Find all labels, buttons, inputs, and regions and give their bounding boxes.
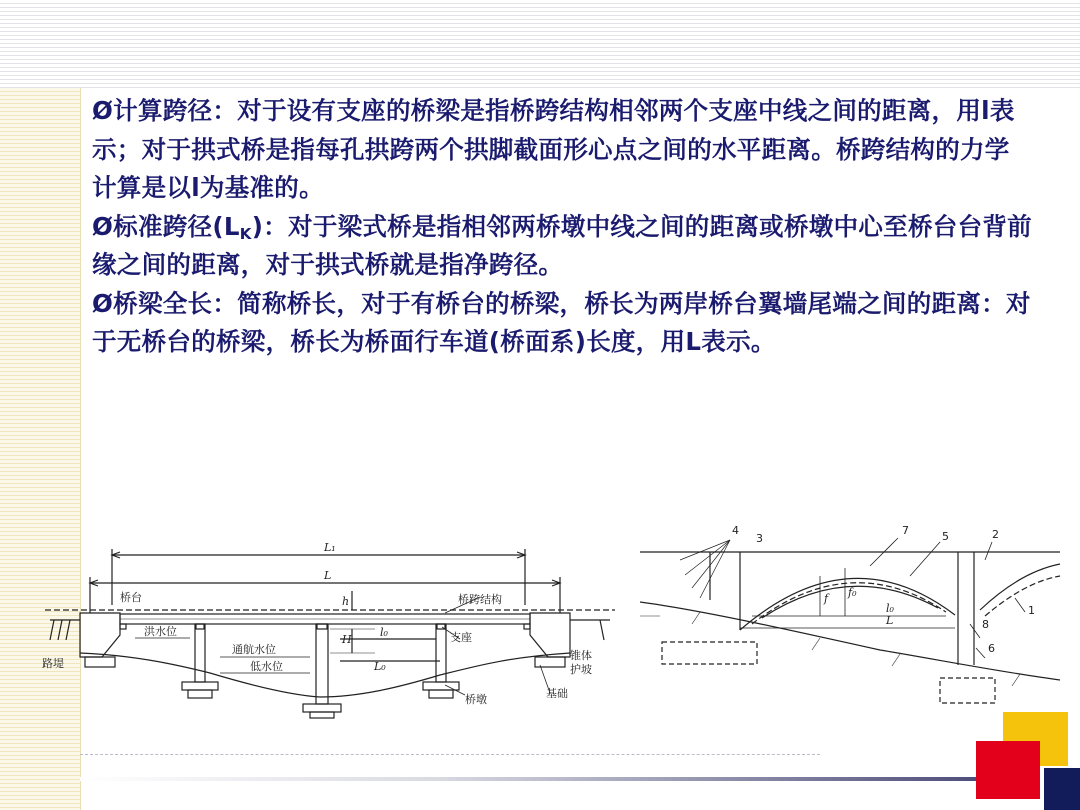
arch-label-1: 1: [1028, 604, 1035, 617]
arch-dim-L: L: [886, 614, 894, 627]
bullet-marker: Ø: [92, 211, 114, 241]
dim-l0: l₀: [380, 626, 388, 639]
bullet-marker: Ø: [92, 288, 114, 318]
bridge-length-text: 桥梁全长：简称桥长，对于有桥台的桥梁，桥长为两岸桥台翼墙尾端之间的距离：对于无桥台的桥梁，桥长为桥面行车道(桥面系)长度，用L表示。: [92, 288, 1031, 356]
label-low-level: 低水位: [250, 660, 283, 673]
text-block: [92, 92, 1032, 362]
arch-label-6: 6: [988, 642, 995, 655]
arch-dim-f0: f₀: [848, 586, 857, 599]
arch-label-5: 5: [942, 530, 949, 543]
arch-dim-f: f: [824, 592, 829, 605]
calc-span-text: 计算跨径：对于设有支座的桥梁是指桥跨结构相邻两个支座中线之间的距离，用l表示；对于拱式桥是指每孔拱跨两个拱脚截面形心点之间的水平距离。桥跨结构的力学计算是以l为基准的。: [92, 96, 1015, 202]
dim-H: H: [342, 633, 352, 646]
arch-bridge-diagram: [640, 520, 1070, 710]
beam-bridge-diagram: [40, 535, 620, 720]
label-flood-level: 洪水位: [144, 625, 177, 638]
label-embankment: 路堤: [42, 657, 64, 670]
paragraph-bridge-length: [92, 285, 1032, 362]
subscript-k: K: [239, 224, 252, 243]
dim-h: h: [342, 595, 350, 608]
arch-label-4: 4: [732, 524, 739, 537]
label-cone-slope-2: 护坡: [570, 663, 592, 676]
label-cone-slope-1: 锥体: [570, 649, 592, 662]
arch-label-2: 2: [992, 528, 999, 541]
label-abutment: 桥台: [120, 591, 142, 604]
standard-span-head: 标准跨径(L: [113, 211, 240, 241]
decor-red-square: [976, 741, 1040, 799]
footer-gradient-band: [80, 777, 980, 781]
paragraph-calc-span: [92, 92, 1032, 208]
label-foundation: 基础: [546, 687, 568, 700]
arch-label-8: 8: [982, 618, 989, 631]
standard-span-text: )：对于梁式桥是指相邻两桥墩中线之间的距离或桥墩中心至桥台台背前缘之间的距离，对于拱式桥就是指净跨径。: [92, 211, 1032, 279]
decor-navy-square: [1044, 768, 1080, 810]
arch-label-7: 7: [902, 524, 909, 537]
label-navigable-level: 通航水位: [232, 643, 276, 656]
bullet-marker: Ø: [92, 96, 114, 125]
label-bearing: 支座: [450, 631, 472, 644]
dim-L: L: [324, 569, 332, 582]
arch-label-3: 3: [756, 532, 763, 545]
header-stripes: [0, 0, 1080, 88]
label-superstructure: 桥跨结构: [458, 593, 502, 606]
dim-L0: L₀: [374, 660, 386, 673]
label-pier: 桥墩: [465, 693, 487, 706]
footer-dotted-rule: [80, 754, 820, 755]
dim-L1: L₁: [324, 541, 336, 554]
arch-dim-l0: l₀: [886, 602, 894, 615]
paragraph-standard-span: [92, 208, 1032, 285]
